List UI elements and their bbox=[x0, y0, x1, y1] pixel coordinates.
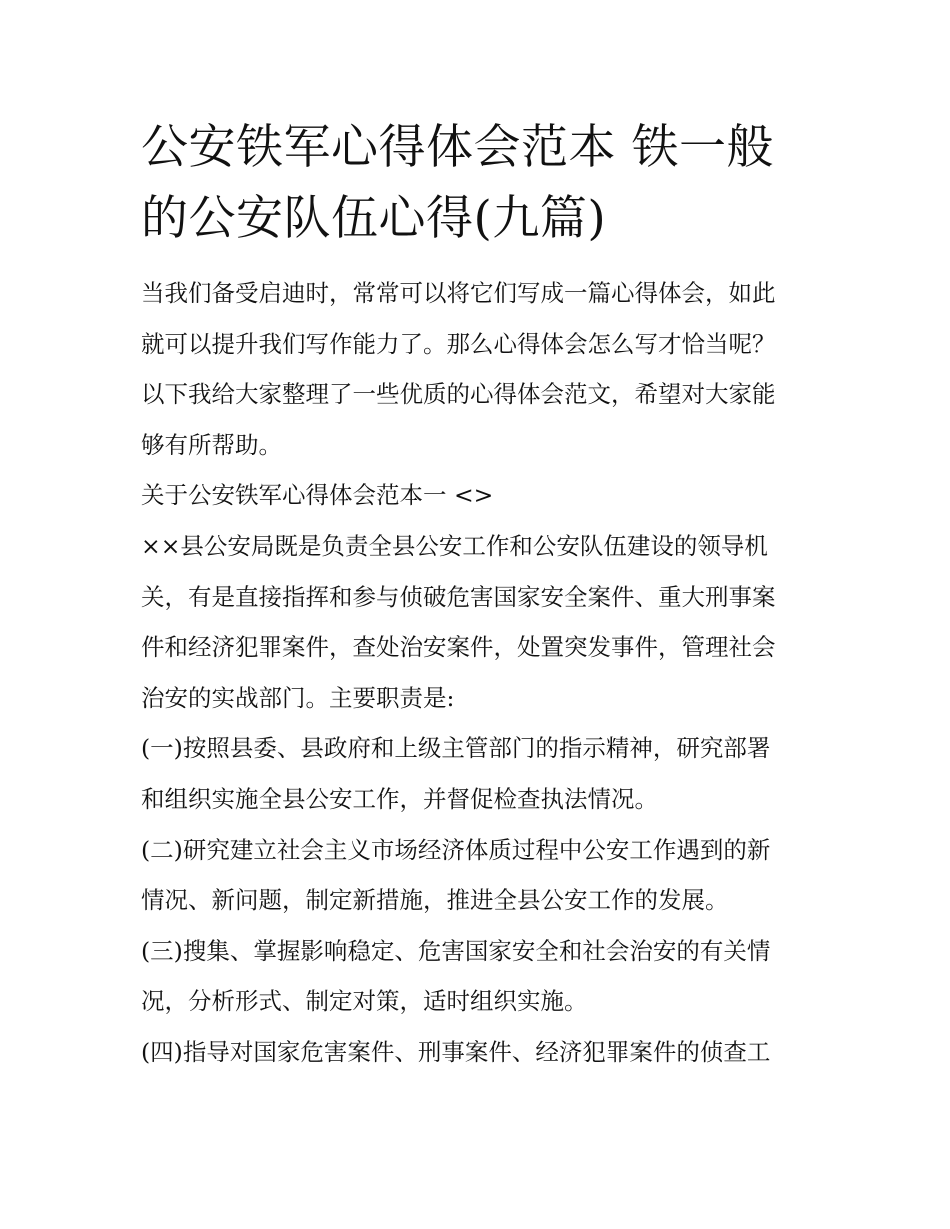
document-title bbox=[141, 112, 813, 254]
body-line: 当我们备受启迪时，常常可以将它们写成一篇心得体会，如此 bbox=[141, 279, 776, 307]
list-item-line: (一)按照县委、县政府和上级主管部门的指示精神，研究部署 bbox=[141, 734, 771, 763]
list-item-line: 和组织实施全县公安工作，并督促检查执法情况。 bbox=[141, 784, 658, 813]
body-line: ××县公安局既是负责全县公安工作和公安队伍建设的领导机 bbox=[141, 531, 768, 560]
body-line: 就可以提升我们写作能力了。那么心得体会怎么写才恰当呢？ bbox=[141, 329, 776, 358]
body-line: 关，有是直接指挥和参与侦破危害国家安全案件、重大刑事案 bbox=[141, 582, 776, 611]
body-line: 以下我给大家整理了一些优质的心得体会范文，希望对大家能 bbox=[141, 380, 776, 409]
title-line-2: 的公安队伍心得(九篇) bbox=[141, 191, 607, 246]
body-line: 够有所帮助。 bbox=[141, 430, 282, 459]
section-heading: 关于公安铁军心得体会范本一 <> bbox=[141, 481, 494, 510]
list-item-line: 情况、新问题，制定新措施，推进全县公安工作的发展。 bbox=[141, 886, 729, 915]
document-content bbox=[141, 112, 813, 1078]
list-item-line: (三)搜集、掌握影响稳定、危害国家安全和社会治安的有关情 bbox=[141, 936, 771, 965]
body-line: 件和经济犯罪案件，查处治安案件，处置突发事件，管理社会 bbox=[141, 633, 776, 662]
list-item-line: (四)指导对国家危害案件、刑事案件、经济犯罪案件的侦查工 bbox=[141, 1037, 771, 1066]
list-item-line: 况，分析形式、制定对策，适时组织实施。 bbox=[141, 987, 588, 1016]
list-item-line: (二)研究建立社会主义市场经济体质过程中公安工作遇到的新 bbox=[141, 835, 771, 864]
document-body bbox=[141, 268, 813, 1078]
title-line-1: 公安铁军心得体会范本 铁一般 bbox=[141, 120, 774, 175]
body-line: 治安的实战部门。主要职责是: bbox=[141, 683, 455, 712]
